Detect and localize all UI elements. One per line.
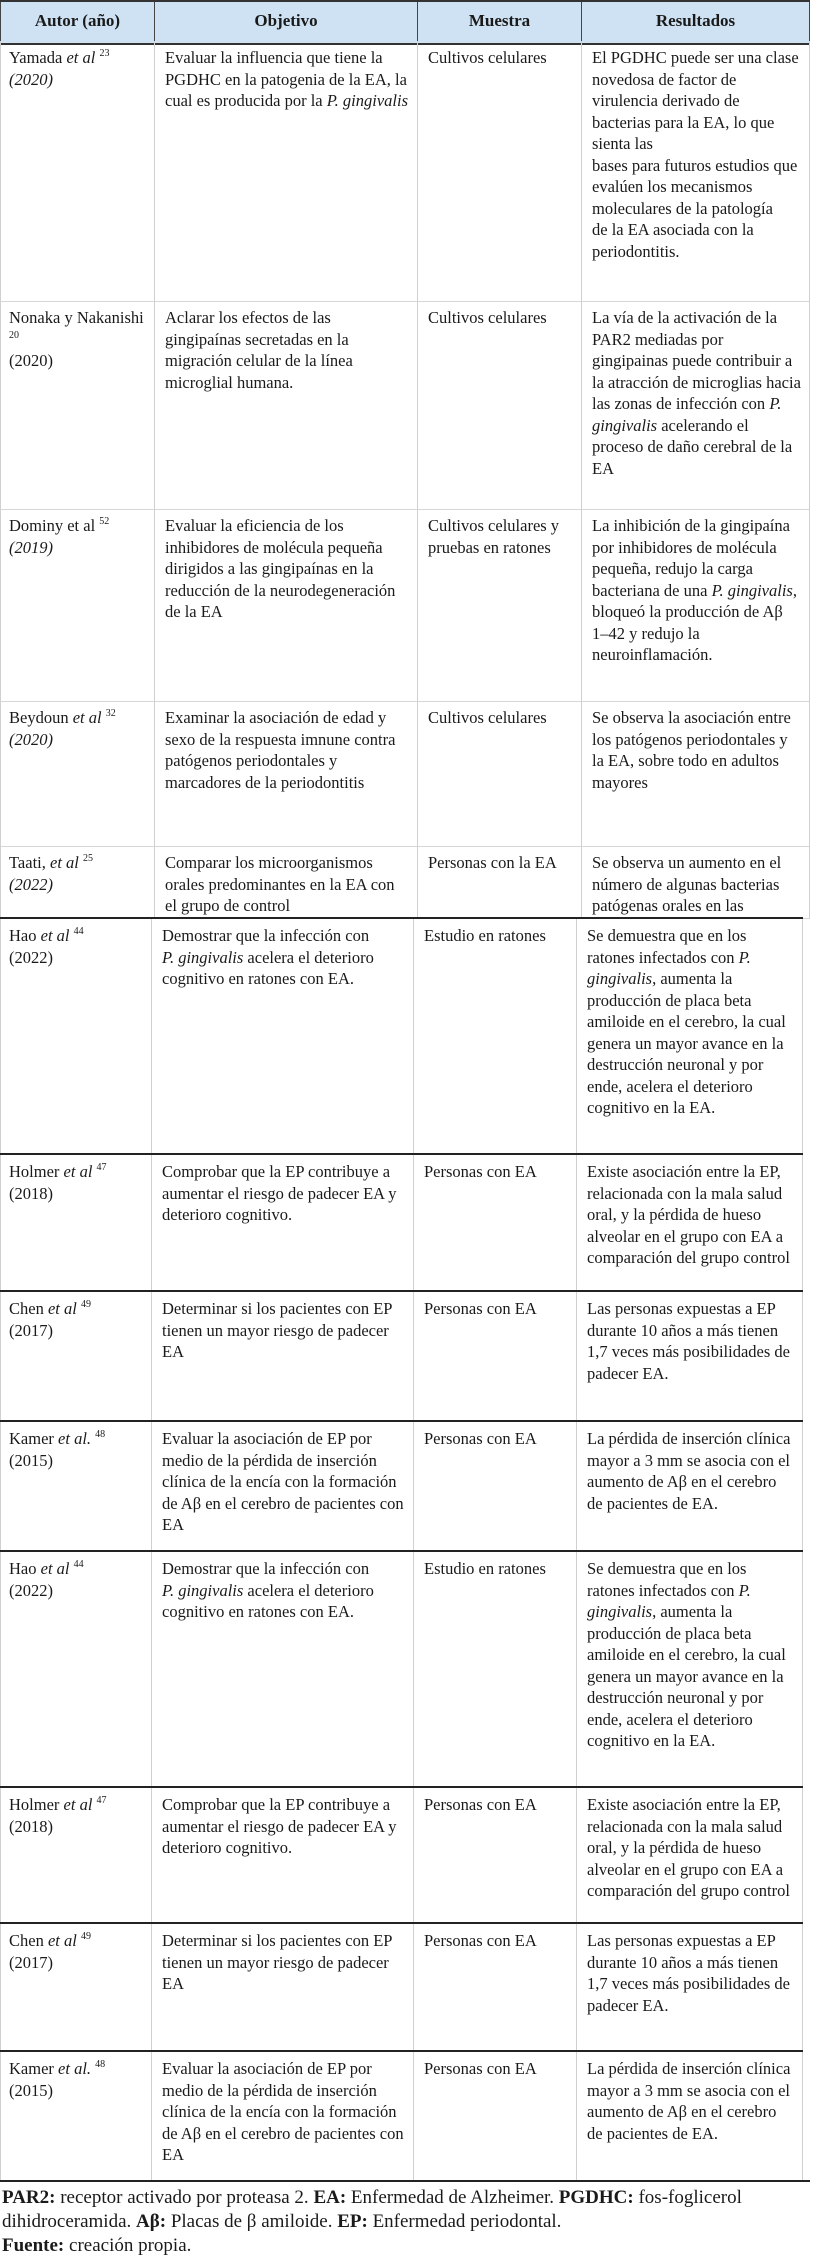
et-al: et al (50, 853, 79, 872)
author-cell (0, 509, 155, 701)
abbreviation-term: EA: (313, 2187, 347, 2208)
objective-cell (152, 1788, 414, 1924)
species-name: P. gingivalis (162, 1580, 244, 1600)
results-cell (577, 1552, 803, 1788)
species-name: P. gingivalis (592, 394, 782, 435)
abbreviation-definition: receptor activado por proteasa 2. (55, 2187, 314, 2208)
results-text-cont: acelerando el proceso de daño cerebral de la EA (592, 415, 793, 478)
objective-text: Determinar si los pacientes con EP tienen un mayor riesgo de padecer EA (162, 1931, 392, 1993)
author-name: Hao (9, 926, 37, 945)
species-name: P. gingivalis (711, 580, 793, 600)
sample-cell (414, 1155, 577, 1292)
author-cell (0, 1924, 152, 2052)
author-cell (0, 1552, 152, 1788)
results-cell (582, 846, 810, 918)
objective-text: Comparar los microorganismos orales predominantes en la EA con el grupo de control (165, 853, 395, 915)
reference-number: 52 (99, 516, 110, 527)
abbreviations (2, 2187, 742, 2232)
table-row (0, 1153, 803, 1292)
et-al: et al (72, 708, 102, 727)
sample-text: Personas con EA (424, 2059, 537, 2078)
abbreviation-term: EP: (337, 2211, 368, 2232)
et-al: et al (47, 1299, 77, 1318)
author-cell (0, 1155, 152, 1292)
et-al: et al. (58, 2059, 92, 2078)
results-cell (577, 1422, 803, 1552)
publication-year: (2015) (9, 1450, 53, 1470)
author-name: Dominy et al (9, 516, 96, 535)
table-row (0, 2050, 803, 2182)
objective-text: Evaluar la influencia que tiene la PGDHC en la patogenia de la EA, la cual es producida por la (165, 48, 407, 110)
author-name: Beydoun (9, 708, 69, 727)
author-name: Kamer (9, 1429, 54, 1448)
publication-year: (2018) (9, 1816, 53, 1836)
author-cell (0, 2052, 152, 2182)
table-footnote (0, 2186, 813, 2258)
sample-cell (418, 41, 582, 301)
results-text: Se demuestra que en los ratones infectados con (587, 926, 747, 967)
author-cell (0, 919, 152, 1155)
results-text: Se observa un aumento en el número de algunas bacterias patógenas orales en las (592, 853, 782, 915)
reference-number: 20 (9, 329, 19, 341)
author-cell (0, 41, 155, 301)
publication-year: (2020) (9, 351, 53, 370)
sample-text: Personas con EA (424, 1795, 537, 1814)
species-name: P. gingivalis (587, 1580, 751, 1621)
objective-cell (155, 846, 418, 918)
results-cell (582, 301, 810, 509)
author-cell (0, 1292, 152, 1422)
et-al: et al (40, 1559, 70, 1578)
results-text: Las personas expuestas a EP durante 10 años a más tienen 1,7 veces más posibilidades de padecer EA. (587, 1299, 790, 1383)
results-cell (577, 1924, 803, 2052)
objective-cell (155, 301, 418, 509)
et-al: et al (63, 1795, 93, 1814)
results-text: Existe asociación entre la EP, relacionada con la mala salud oral, y la pérdida de hueso alveolar en el grupo con EA a comparación del grupo control (587, 1162, 790, 1267)
table-row (0, 301, 810, 510)
table-row (0, 1922, 803, 2052)
objective-cell (152, 1552, 414, 1788)
table-row (0, 1786, 803, 1924)
reference-number: 48 (95, 1429, 106, 1440)
sample-cell (414, 1292, 577, 1422)
objective-text-cont: acelera el deterioro cognitivo en ratones con EA. (162, 947, 374, 988)
objective-text: Evaluar la eficiencia de los inhibidores de molécula pequeña dirigidos a las gingipaínas en la reducción de la neurodegeneración de la EA (165, 516, 396, 621)
results-text: El PGDHC puede ser una clase novedosa de factor de virulencia derivado de bacterias para la EA, lo que sienta las bases para futuros estudios que evalúen los mecanismos moleculares de la patología de la EA asociada con la periodontitis. (592, 48, 799, 261)
results-text-cont: , aumenta la producción de placa beta amiloide en el cerebro, la cual genera un mayor avance en la destrucción neuronal y por ende, acelera el deterioro cognitivo en la EA. (587, 1602, 786, 1750)
reference-number: 49 (80, 1931, 91, 1942)
sample-text: Personas con la EA (428, 853, 557, 872)
results-cell (577, 1788, 803, 1924)
source-text: creación propia. (64, 2235, 192, 2256)
results-text: La inhibición de la gingipaína por inhibidores de molécula pequeña, redujo la carga bacteriana de una (592, 516, 790, 600)
source-label: Fuente: (2, 2235, 65, 2256)
sample-text: Cultivos celulares (428, 48, 547, 67)
author-name: Chen (9, 1931, 44, 1950)
objective-cell (152, 1422, 414, 1552)
author-name: Taati, (9, 853, 46, 872)
results-cell (577, 1292, 803, 1422)
publication-year: (2017) (9, 1320, 53, 1340)
results-cell (577, 919, 803, 1155)
objective-text: Demostrar que la infección con (162, 1559, 370, 1578)
et-al: et al (66, 48, 96, 67)
reference-number: 49 (80, 1299, 91, 1310)
results-text: Se demuestra que en los ratones infectados con (587, 1559, 747, 1600)
table-row (0, 701, 810, 847)
objective-cell (152, 1292, 414, 1422)
author-cell (0, 846, 155, 918)
sample-cell (414, 919, 577, 1155)
abbreviation-definition: Enfermedad de Alzheimer. (346, 2187, 559, 2208)
reference-number: 32 (105, 708, 116, 719)
sample-cell (414, 2052, 577, 2182)
table-row (0, 846, 810, 919)
objective-cell (152, 919, 414, 1155)
objective-cell (155, 509, 418, 701)
reference-number: 23 (99, 48, 110, 59)
results-text: La vía de la activación de la PAR2 mediadas por gingipainas puede contribuir a la atracción de microglias hacia las zonas de infección con (592, 308, 801, 413)
species-name: P. gingivalis (326, 91, 409, 110)
results-text-cont: , aumenta la producción de placa beta amiloide en el cerebro, la cual genera un mayor avance en la destrucción neuronal y por ende, acelera el deterioro cognitivo en la EA. (587, 969, 786, 1117)
table-row (0, 509, 810, 702)
publication-year: (2022) (9, 947, 53, 967)
table-row (0, 41, 810, 302)
reference-number: 44 (73, 926, 84, 937)
sample-text: Cultivos celulares y pruebas en ratones (428, 516, 560, 557)
results-text-cont: , bloqueó la producción de Aβ 1–42 y redujo la neuroinflamación. (592, 580, 797, 664)
reference-number: 47 (96, 1162, 107, 1173)
header-author: Autor (año) (0, 2, 155, 43)
table-row (0, 917, 803, 1155)
author-name: Hao (9, 1559, 37, 1578)
sample-cell (414, 1788, 577, 1924)
reference-number: 44 (73, 1559, 84, 1570)
reference-number: 25 (83, 853, 93, 864)
results-cell (577, 2052, 803, 2182)
objective-cell (152, 2052, 414, 2182)
header-sample: Muestra (418, 2, 582, 43)
sample-cell (418, 301, 582, 509)
objective-text: Evaluar la asociación de EP por medio de la pérdida de inserción clínica de la encía con la formación de Aβ en el cerebro de pacientes con EA (162, 1429, 404, 1534)
objective-text: Examinar la asociación de edad y sexo de la respuesta imnune contra patógenos periodontales y marcadores de la periodontitis (165, 708, 396, 792)
publication-year: (2018) (9, 1183, 53, 1203)
results-cell (582, 701, 810, 846)
objective-text: Aclarar los efectos de las gingipaínas secretadas en la migración celular de la línea microglial humana. (165, 308, 353, 392)
table-bottom-rule (0, 2180, 810, 2182)
sample-cell (414, 1422, 577, 1552)
reference-number: 47 (96, 1795, 107, 1806)
publication-year: (2022) (9, 1580, 53, 1600)
results-text: Se observa la asociación entre los patógenos periodontales y la EA, sobre todo en adultos mayores (592, 708, 791, 792)
sample-text: Cultivos celulares (428, 708, 547, 727)
publication-year: (2022) (9, 874, 53, 894)
et-al: et al (47, 1931, 77, 1950)
objective-cell (155, 41, 418, 301)
objective-cell (152, 1155, 414, 1292)
author-name: Kamer (9, 2059, 54, 2078)
author-name: Nonaka y Nakanishi (9, 308, 144, 327)
results-cell (582, 41, 810, 301)
results-text: La pérdida de inserción clínica mayor a 3 mm se asocia con el aumento de Aβ en el cerebro de pacientes de EA. (587, 2059, 791, 2143)
author-name: Holmer (9, 1162, 60, 1181)
author-cell (0, 1788, 152, 1924)
sample-text: Estudio en ratones (424, 926, 546, 945)
objective-text: Determinar si los pacientes con EP tienen un mayor riesgo de padecer EA (162, 1299, 392, 1361)
sample-text: Estudio en ratones (424, 1559, 546, 1578)
abbreviation-term: PAR2: (2, 2187, 56, 2208)
results-text: La pérdida de inserción clínica mayor a 3 mm se asocia con el aumento de Aβ en el cerebro de pacientes de EA. (587, 1429, 791, 1513)
publication-year: (2020) (9, 69, 53, 89)
reference-number: 48 (95, 2059, 106, 2070)
sample-text: Personas con EA (424, 1162, 537, 1181)
abbreviation-definition: fos-foglicerol dihidroceramida. (2, 2187, 742, 2232)
header-results: Resultados (582, 2, 810, 43)
table-row (0, 1420, 803, 1552)
table-row (0, 1550, 803, 1788)
author-cell (0, 301, 155, 509)
author-name: Holmer (9, 1795, 60, 1814)
author-name: Chen (9, 1299, 44, 1318)
results-cell (577, 1155, 803, 1292)
objective-text: Comprobar que la EP contribuye a aumentar el riesgo de padecer EA y deterioro cognitivo. (162, 1162, 397, 1224)
author-name: Yamada (9, 48, 63, 67)
sample-cell (414, 1552, 577, 1788)
sample-text: Personas con EA (424, 1299, 537, 1318)
sample-cell (418, 509, 582, 701)
sample-cell (418, 701, 582, 846)
species-name: P. gingivalis (587, 947, 751, 988)
sample-text: Personas con EA (424, 1931, 537, 1950)
abbreviation-definition: Enfermedad periodontal. (367, 2211, 562, 2232)
et-al: et al. (58, 1429, 92, 1448)
author-cell (0, 1422, 152, 1552)
objective-text: Evaluar la asociación de EP por medio de la pérdida de inserción clínica de la encía con la formación de Aβ en el cerebro de pacientes con EA (162, 2059, 404, 2164)
results-text: Las personas expuestas a EP durante 10 años a más tienen 1,7 veces más posibilidades de padecer EA. (587, 1931, 790, 2015)
sample-text: Personas con EA (424, 1429, 537, 1448)
objective-text: Demostrar que la infección con (162, 926, 370, 945)
sample-cell (414, 1924, 577, 2052)
et-al: et al (63, 1162, 93, 1181)
objective-text-cont: acelera el deterioro cognitivo en ratones con EA. (162, 1580, 374, 1621)
table-row (0, 1290, 803, 1422)
author-cell (0, 701, 155, 846)
et-al: et al (40, 926, 70, 945)
objective-text: Comprobar que la EP contribuye a aumentar el riesgo de padecer EA y deterioro cognitivo. (162, 1795, 397, 1857)
publication-year: (2019) (9, 537, 53, 557)
results-text: Existe asociación entre la EP, relacionada con la mala salud oral, y la pérdida de hueso alveolar en el grupo con EA a comparación del grupo control (587, 1795, 790, 1900)
results-cell (582, 509, 810, 701)
header-objective: Objetivo (155, 2, 418, 43)
objective-cell (152, 1924, 414, 2052)
objective-cell (155, 701, 418, 846)
sample-cell (418, 846, 582, 918)
abbreviation-definition: Placas de β amiloide. (166, 2211, 338, 2232)
abbreviation-term: PGDHC: (558, 2187, 634, 2208)
abbreviation-term: Aβ: (136, 2211, 167, 2232)
table-header (0, 0, 810, 45)
publication-year: (2020) (9, 729, 53, 749)
species-name: P. gingivalis (162, 947, 244, 967)
publication-year: (2015) (9, 2080, 53, 2100)
sample-text: Cultivos celulares (428, 308, 547, 327)
publication-year: (2017) (9, 1952, 53, 1972)
